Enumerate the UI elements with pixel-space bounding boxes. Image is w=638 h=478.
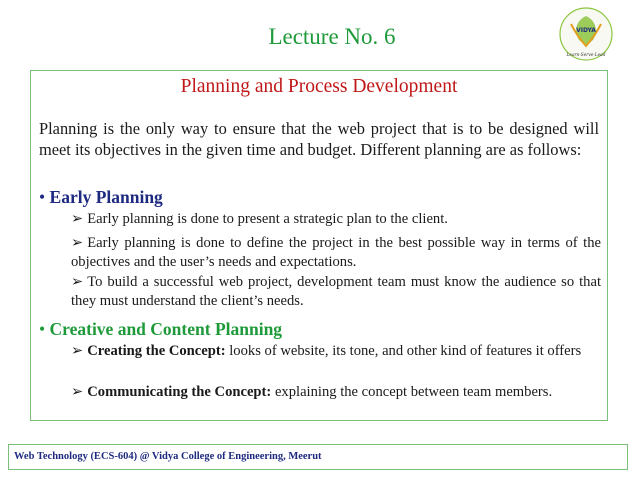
list-item <box>71 210 601 229</box>
footer-text: Web Technology (ECS-604) @ Vidya College of Engineering, Meerut <box>14 451 322 462</box>
list-item <box>71 234 601 272</box>
logo-tagline: Learn-Serve-Lead <box>566 53 606 58</box>
section-heading-text: Early Planning <box>49 187 163 207</box>
arrow-bullet-icon: ➢ <box>71 343 84 359</box>
section-heading-early-planning <box>39 187 163 208</box>
arrow-bullet-icon: ➢ <box>71 274 84 290</box>
list-item-lead: Creating the Concept: <box>87 343 226 359</box>
list-item-lead: Communicating the Concept: <box>87 384 272 400</box>
lecture-title: Lecture No. 6 <box>268 24 396 49</box>
footer <box>8 444 628 470</box>
intro-paragraph: Planning is the only way to ensure that the web project that is to be designed will meet its objectives in the given time and budget. Different planning are as follows: <box>39 119 599 159</box>
bullet: • <box>39 187 46 207</box>
list-item <box>71 273 601 311</box>
list-item-text: To build a successful web project, development team must know the audience so that they must understand the client’s needs. <box>71 274 601 309</box>
arrow-bullet-icon: ➢ <box>71 384 84 400</box>
list-item-text: looks of website, its tone, and other kind of features it offers <box>229 343 582 359</box>
list-item-text: explaining the concept between team members. <box>274 384 553 400</box>
logo-wordmark: VIDYA <box>576 27 596 34</box>
list-item-text: Early planning is done to define the project in the best possible way in terms of the objectives and the user’s needs and expectations. <box>71 235 601 270</box>
section-heading-text: Creative and Content Planning <box>49 319 283 339</box>
college-logo <box>555 6 617 64</box>
bullet: • <box>39 319 46 339</box>
section-heading-creative-planning <box>39 319 282 340</box>
list-item-text: Early planning is done to present a strategic plan to the client. <box>87 211 448 227</box>
list-item <box>71 383 601 402</box>
content-box <box>30 70 608 421</box>
arrow-bullet-icon: ➢ <box>71 211 84 227</box>
list-item <box>71 342 601 361</box>
slide-title: Planning and Process Development <box>180 76 458 97</box>
arrow-bullet-icon: ➢ <box>71 235 84 251</box>
